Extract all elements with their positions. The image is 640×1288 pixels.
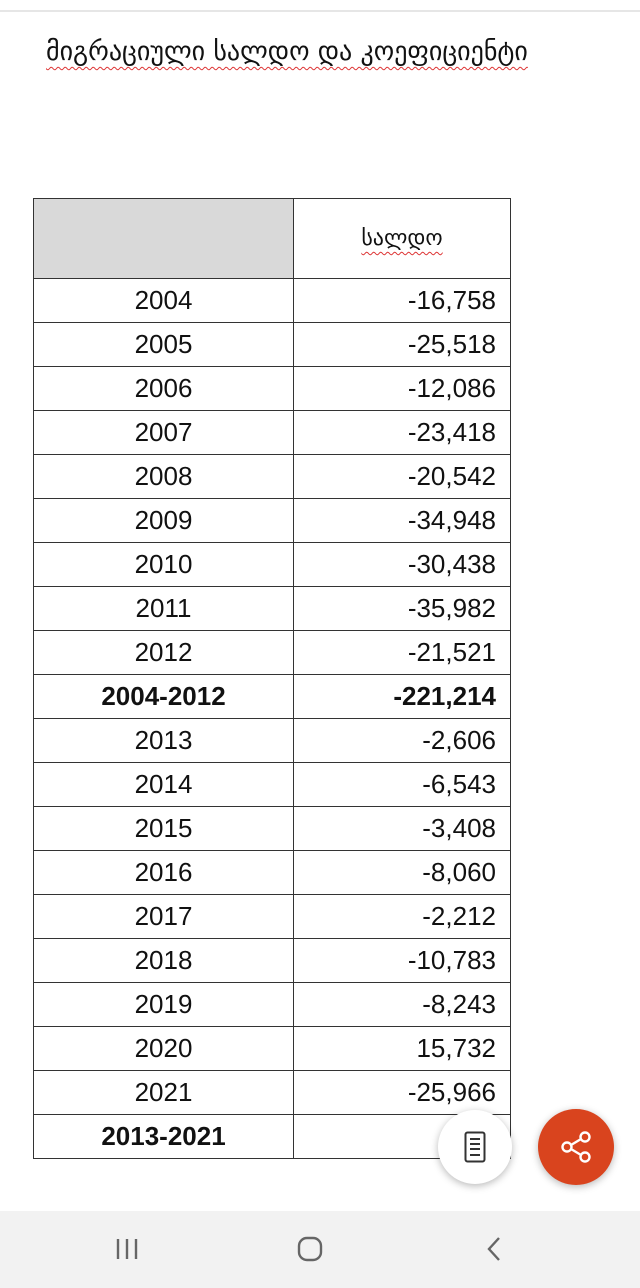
table-row [34,895,511,939]
year-cell: 2014 [34,763,294,807]
recents-button[interactable] [105,1229,149,1269]
value-cell: -34,948 [294,499,511,543]
table-row [34,631,511,675]
year-cell: 2009 [34,499,294,543]
table-row [34,1027,511,1071]
value-cell: -8,243 [294,983,511,1027]
home-icon [296,1235,324,1263]
value-cell: -12,086 [294,367,511,411]
value-cell: 15,732 [294,1027,511,1071]
year-cell: 2021 [34,1071,294,1115]
value-cell: -35,982 [294,587,511,631]
year-cell: 2020 [34,1027,294,1071]
value-cell: -20,542 [294,455,511,499]
value-cell: -25,518 [294,323,511,367]
share-button[interactable] [538,1109,614,1185]
table-row [34,323,511,367]
value-cell: -23,418 [294,411,511,455]
year-cell: 2011 [34,587,294,631]
share-icon [559,1130,593,1164]
value-cell: -25,966 [294,1071,511,1115]
migration-table [33,198,510,1159]
value-cell: -21,521 [294,631,511,675]
back-button[interactable] [472,1229,516,1269]
table-row [34,367,511,411]
value-cell: -10,783 [294,939,511,983]
table-total-row [34,675,511,719]
recents-icon [114,1237,140,1261]
value-cell: -221,214 [294,675,511,719]
year-cell: 2004 [34,279,294,323]
system-navigation-bar [0,1211,640,1288]
table-row [34,499,511,543]
year-cell: 2005 [34,323,294,367]
table-row [34,763,511,807]
table-row [34,851,511,895]
year-cell: 2010 [34,543,294,587]
header-value-cell: სალდო [294,199,511,279]
value-cell: -16,758 [294,279,511,323]
year-cell: 2004-2012 [34,675,294,719]
year-cell: 2013 [34,719,294,763]
table-row [34,455,511,499]
data-table [33,198,511,1159]
document-view-button[interactable] [438,1110,512,1184]
table-header-row [34,199,511,279]
value-cell: -3,408 [294,807,511,851]
year-cell: 2017 [34,895,294,939]
year-cell: 2018 [34,939,294,983]
year-cell: 2016 [34,851,294,895]
value-cell: -6,543 [294,763,511,807]
year-cell: 2013-2021 [34,1115,294,1159]
document-icon [464,1131,486,1163]
table-row [34,411,511,455]
top-divider [0,0,640,12]
home-button[interactable] [288,1229,332,1269]
year-cell: 2007 [34,411,294,455]
table-row [34,939,511,983]
table-row [34,587,511,631]
table-row [34,543,511,587]
page-title: მიგრაციული სალდო და კოეფიციენტი [46,37,528,67]
value-cell: -2,606 [294,719,511,763]
table-row [34,719,511,763]
header-year-cell [34,199,294,279]
back-icon [484,1235,504,1263]
year-cell: 2008 [34,455,294,499]
value-cell: -8,060 [294,851,511,895]
table-row [34,983,511,1027]
year-cell: 2019 [34,983,294,1027]
value-cell: -30,438 [294,543,511,587]
table-row [34,279,511,323]
table-row [34,1071,511,1115]
year-cell: 2015 [34,807,294,851]
value-cell: -2,212 [294,895,511,939]
table-body [34,279,511,1159]
year-cell: 2012 [34,631,294,675]
table-row [34,807,511,851]
year-cell: 2006 [34,367,294,411]
